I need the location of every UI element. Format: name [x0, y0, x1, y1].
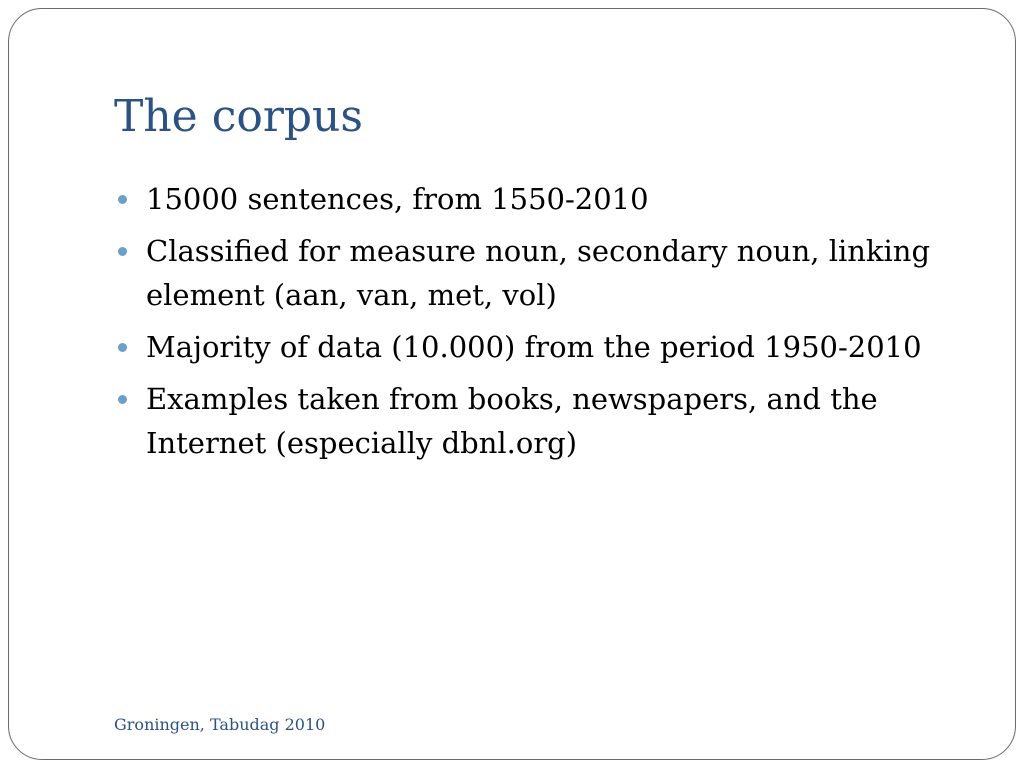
- bullet-text: Examples taken from books, newspapers, and the Internet (especially dbnl.org): [146, 382, 878, 460]
- bullet-dot-icon: [118, 195, 127, 204]
- bullet-list: [117, 177, 972, 473]
- bullet-item: [117, 229, 972, 317]
- bullet-text: 15000 sentences, from 1550-2010: [146, 182, 649, 216]
- slide: [8, 8, 1016, 760]
- bullet-item: [117, 325, 972, 369]
- footer-text: Groningen, Tabudag 2010: [114, 715, 326, 734]
- bullet-dot-icon: [118, 395, 127, 404]
- bullet-text: Classified for measure noun, secondary noun, linking element (aan, van, met, vol): [146, 234, 931, 312]
- bullet-dot-icon: [118, 343, 127, 352]
- slide-title: The corpus: [114, 91, 363, 142]
- bullet-item: [117, 177, 972, 221]
- bullet-item: [117, 377, 972, 465]
- bullet-text: Majority of data (10.000) from the period 1950-2010: [146, 330, 922, 364]
- bullet-dot-icon: [118, 247, 127, 256]
